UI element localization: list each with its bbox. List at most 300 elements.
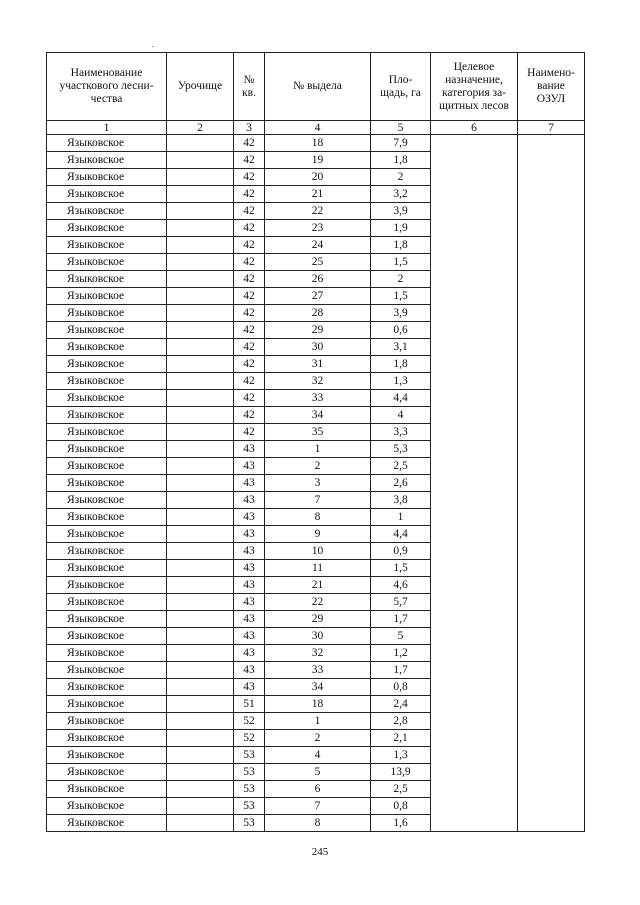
cell-purpose	[431, 237, 518, 254]
cell-tract	[167, 407, 234, 424]
cell-quarter: 43	[234, 492, 265, 509]
cell-ozul	[518, 220, 585, 237]
cell-tract	[167, 730, 234, 747]
cell-area: 4,4	[371, 526, 431, 543]
cell-plot: 31	[265, 356, 371, 373]
cell-forestry: Языковское	[47, 254, 167, 271]
cell-forestry: Языковское	[47, 407, 167, 424]
cell-plot: 24	[265, 237, 371, 254]
cell-quarter: 43	[234, 594, 265, 611]
cell-ozul	[518, 203, 585, 220]
cell-forestry: Языковское	[47, 203, 167, 220]
cell-ozul	[518, 492, 585, 509]
table-row	[47, 577, 585, 594]
cell-forestry: Языковское	[47, 781, 167, 798]
cell-ozul	[518, 679, 585, 696]
cell-quarter: 53	[234, 764, 265, 781]
cell-forestry: Языковское	[47, 271, 167, 288]
cell-ozul	[518, 271, 585, 288]
cell-plot: 7	[265, 492, 371, 509]
table-row	[47, 407, 585, 424]
table-row	[47, 730, 585, 747]
table-row	[47, 186, 585, 203]
cell-tract	[167, 696, 234, 713]
cell-purpose	[431, 662, 518, 679]
table-row	[47, 254, 585, 271]
cell-area: 2,5	[371, 781, 431, 798]
cell-purpose	[431, 169, 518, 186]
cell-area: 2	[371, 169, 431, 186]
cell-ozul	[518, 373, 585, 390]
cell-area: 1,5	[371, 254, 431, 271]
cell-tract	[167, 577, 234, 594]
table-row	[47, 662, 585, 679]
cell-ozul	[518, 662, 585, 679]
cell-purpose	[431, 679, 518, 696]
cell-plot: 34	[265, 679, 371, 696]
cell-forestry: Языковское	[47, 526, 167, 543]
cell-ozul	[518, 407, 585, 424]
cell-ozul	[518, 169, 585, 186]
cell-area: 0,8	[371, 798, 431, 815]
cell-forestry: Языковское	[47, 169, 167, 186]
cell-quarter: 42	[234, 407, 265, 424]
table-row	[47, 373, 585, 390]
cell-ozul	[518, 135, 585, 152]
cell-quarter: 42	[234, 322, 265, 339]
cell-quarter: 51	[234, 696, 265, 713]
cell-purpose	[431, 611, 518, 628]
cell-quarter: 42	[234, 220, 265, 237]
cell-plot: 8	[265, 509, 371, 526]
cell-plot: 19	[265, 152, 371, 169]
cell-forestry: Языковское	[47, 798, 167, 815]
cell-forestry: Языковское	[47, 696, 167, 713]
cell-area: 1	[371, 509, 431, 526]
cell-tract	[167, 356, 234, 373]
cell-forestry: Языковское	[47, 305, 167, 322]
cell-purpose	[431, 577, 518, 594]
cell-plot: 4	[265, 747, 371, 764]
cell-area: 5,7	[371, 594, 431, 611]
cell-area: 1,8	[371, 356, 431, 373]
cell-ozul	[518, 611, 585, 628]
cell-quarter: 42	[234, 186, 265, 203]
cell-quarter: 43	[234, 475, 265, 492]
cell-ozul	[518, 815, 585, 832]
cell-quarter: 42	[234, 305, 265, 322]
cell-quarter: 43	[234, 526, 265, 543]
cell-ozul	[518, 390, 585, 407]
scan-speck	[152, 46, 154, 47]
cell-forestry: Языковское	[47, 475, 167, 492]
cell-forestry: Языковское	[47, 543, 167, 560]
cell-forestry: Языковское	[47, 662, 167, 679]
cell-ozul	[518, 747, 585, 764]
cell-plot: 6	[265, 781, 371, 798]
cell-area: 3,9	[371, 305, 431, 322]
cell-purpose	[431, 526, 518, 543]
cell-tract	[167, 543, 234, 560]
cell-forestry: Языковское	[47, 390, 167, 407]
cell-tract	[167, 526, 234, 543]
cell-forestry: Языковское	[47, 288, 167, 305]
cell-purpose	[431, 560, 518, 577]
cell-area: 1,3	[371, 747, 431, 764]
cell-plot: 2	[265, 730, 371, 747]
cell-ozul	[518, 441, 585, 458]
cell-area: 0,9	[371, 543, 431, 560]
cell-tract	[167, 747, 234, 764]
cell-area: 5,3	[371, 441, 431, 458]
cell-quarter: 53	[234, 798, 265, 815]
cell-plot: 10	[265, 543, 371, 560]
cell-purpose	[431, 424, 518, 441]
cell-ozul	[518, 186, 585, 203]
cell-area: 1,6	[371, 815, 431, 832]
cell-quarter: 42	[234, 169, 265, 186]
forestry-table	[46, 52, 585, 832]
cell-plot: 29	[265, 322, 371, 339]
cell-purpose	[431, 594, 518, 611]
table-row	[47, 305, 585, 322]
cell-purpose	[431, 271, 518, 288]
header-plot: № выдела	[265, 53, 371, 121]
column-number: 3	[234, 121, 265, 135]
cell-quarter: 43	[234, 645, 265, 662]
cell-ozul	[518, 798, 585, 815]
cell-area: 3,2	[371, 186, 431, 203]
cell-area: 3,8	[371, 492, 431, 509]
cell-ozul	[518, 764, 585, 781]
table-row	[47, 611, 585, 628]
cell-purpose	[431, 628, 518, 645]
cell-tract	[167, 713, 234, 730]
cell-quarter: 43	[234, 560, 265, 577]
cell-tract	[167, 781, 234, 798]
cell-area: 2,1	[371, 730, 431, 747]
cell-forestry: Языковское	[47, 356, 167, 373]
cell-tract	[167, 594, 234, 611]
cell-tract	[167, 152, 234, 169]
cell-ozul	[518, 288, 585, 305]
cell-ozul	[518, 322, 585, 339]
cell-tract	[167, 373, 234, 390]
cell-forestry: Языковское	[47, 509, 167, 526]
cell-quarter: 42	[234, 135, 265, 152]
cell-plot: 1	[265, 713, 371, 730]
table-row	[47, 271, 585, 288]
header-forestry: Наименование участкового лесни- чества	[47, 53, 167, 121]
header-tract: Урочище	[167, 53, 234, 121]
cell-tract	[167, 424, 234, 441]
cell-quarter: 42	[234, 271, 265, 288]
cell-tract	[167, 254, 234, 271]
column-number: 7	[518, 121, 585, 135]
cell-tract	[167, 339, 234, 356]
column-number: 4	[265, 121, 371, 135]
cell-quarter: 53	[234, 815, 265, 832]
cell-forestry: Языковское	[47, 441, 167, 458]
table-row	[47, 424, 585, 441]
cell-plot: 30	[265, 339, 371, 356]
cell-purpose	[431, 764, 518, 781]
cell-plot: 9	[265, 526, 371, 543]
cell-area: 1,5	[371, 560, 431, 577]
cell-quarter: 42	[234, 152, 265, 169]
cell-tract	[167, 186, 234, 203]
cell-forestry: Языковское	[47, 322, 167, 339]
cell-tract	[167, 390, 234, 407]
table-row	[47, 526, 585, 543]
cell-area: 4,4	[371, 390, 431, 407]
cell-purpose	[431, 798, 518, 815]
cell-area: 1,9	[371, 220, 431, 237]
cell-area: 1,7	[371, 662, 431, 679]
cell-tract	[167, 288, 234, 305]
cell-forestry: Языковское	[47, 730, 167, 747]
cell-ozul	[518, 594, 585, 611]
cell-plot: 2	[265, 458, 371, 475]
cell-area: 3,3	[371, 424, 431, 441]
cell-purpose	[431, 220, 518, 237]
cell-area: 2	[371, 271, 431, 288]
cell-plot: 18	[265, 696, 371, 713]
cell-tract	[167, 271, 234, 288]
cell-purpose	[431, 713, 518, 730]
cell-quarter: 42	[234, 424, 265, 441]
cell-tract	[167, 135, 234, 152]
cell-plot: 34	[265, 407, 371, 424]
cell-quarter: 43	[234, 611, 265, 628]
cell-area: 5	[371, 628, 431, 645]
cell-purpose	[431, 458, 518, 475]
cell-tract	[167, 764, 234, 781]
cell-ozul	[518, 339, 585, 356]
cell-plot: 22	[265, 594, 371, 611]
cell-ozul	[518, 543, 585, 560]
cell-area: 0,8	[371, 679, 431, 696]
cell-tract	[167, 220, 234, 237]
cell-plot: 3	[265, 475, 371, 492]
cell-tract	[167, 509, 234, 526]
cell-plot: 30	[265, 628, 371, 645]
table-row	[47, 169, 585, 186]
table-row	[47, 152, 585, 169]
cell-purpose	[431, 815, 518, 832]
table-row	[47, 203, 585, 220]
cell-area: 4	[371, 407, 431, 424]
cell-plot: 35	[265, 424, 371, 441]
cell-tract	[167, 458, 234, 475]
cell-plot: 22	[265, 203, 371, 220]
cell-plot: 20	[265, 169, 371, 186]
cell-ozul	[518, 475, 585, 492]
table-row	[47, 594, 585, 611]
cell-area: 3,9	[371, 203, 431, 220]
cell-plot: 27	[265, 288, 371, 305]
cell-plot: 28	[265, 305, 371, 322]
header-ozul: Наимено- вание ОЗУЛ	[518, 53, 585, 121]
cell-purpose	[431, 322, 518, 339]
cell-ozul	[518, 356, 585, 373]
cell-quarter: 43	[234, 543, 265, 560]
table-row	[47, 220, 585, 237]
column-number: 5	[371, 121, 431, 135]
cell-area: 4,6	[371, 577, 431, 594]
table-row	[47, 764, 585, 781]
cell-purpose	[431, 696, 518, 713]
cell-tract	[167, 492, 234, 509]
cell-plot: 25	[265, 254, 371, 271]
header-purpose: Целевое назначение, категория за- щитных лесов	[431, 53, 518, 121]
cell-ozul	[518, 560, 585, 577]
cell-plot: 7	[265, 798, 371, 815]
cell-ozul	[518, 577, 585, 594]
cell-area: 1,5	[371, 288, 431, 305]
cell-plot: 29	[265, 611, 371, 628]
cell-forestry: Языковское	[47, 560, 167, 577]
cell-tract	[167, 798, 234, 815]
cell-area: 2,5	[371, 458, 431, 475]
cell-forestry: Языковское	[47, 577, 167, 594]
cell-purpose	[431, 288, 518, 305]
header-row	[47, 53, 585, 121]
cell-purpose	[431, 509, 518, 526]
cell-forestry: Языковское	[47, 747, 167, 764]
cell-purpose	[431, 305, 518, 322]
cell-plot: 1	[265, 441, 371, 458]
table-row	[47, 288, 585, 305]
cell-area: 1,3	[371, 373, 431, 390]
cell-area: 1,7	[371, 611, 431, 628]
cell-tract	[167, 645, 234, 662]
cell-area: 2,8	[371, 713, 431, 730]
cell-quarter: 43	[234, 679, 265, 696]
cell-purpose	[431, 475, 518, 492]
cell-tract	[167, 679, 234, 696]
cell-area: 7,9	[371, 135, 431, 152]
cell-quarter: 53	[234, 781, 265, 798]
cell-forestry: Языковское	[47, 764, 167, 781]
table-row	[47, 543, 585, 560]
cell-quarter: 42	[234, 237, 265, 254]
table-row	[47, 645, 585, 662]
cell-quarter: 52	[234, 713, 265, 730]
cell-tract	[167, 662, 234, 679]
cell-tract	[167, 237, 234, 254]
cell-quarter: 43	[234, 509, 265, 526]
cell-quarter: 52	[234, 730, 265, 747]
cell-area: 0,6	[371, 322, 431, 339]
cell-ozul	[518, 424, 585, 441]
cell-ozul	[518, 645, 585, 662]
cell-tract	[167, 560, 234, 577]
cell-forestry: Языковское	[47, 679, 167, 696]
cell-forestry: Языковское	[47, 373, 167, 390]
column-number: 6	[431, 121, 518, 135]
cell-ozul	[518, 713, 585, 730]
cell-forestry: Языковское	[47, 594, 167, 611]
cell-quarter: 53	[234, 747, 265, 764]
cell-forestry: Языковское	[47, 237, 167, 254]
cell-purpose	[431, 152, 518, 169]
cell-plot: 5	[265, 764, 371, 781]
cell-quarter: 42	[234, 203, 265, 220]
cell-forestry: Языковское	[47, 611, 167, 628]
header-quarter: № кв.	[234, 53, 265, 121]
cell-plot: 8	[265, 815, 371, 832]
column-number: 1	[47, 121, 167, 135]
cell-purpose	[431, 492, 518, 509]
table-row	[47, 237, 585, 254]
cell-purpose	[431, 356, 518, 373]
cell-purpose	[431, 254, 518, 271]
cell-area: 2,6	[371, 475, 431, 492]
cell-ozul	[518, 628, 585, 645]
table-row	[47, 458, 585, 475]
cell-quarter: 43	[234, 662, 265, 679]
cell-plot: 18	[265, 135, 371, 152]
cell-ozul	[518, 781, 585, 798]
cell-quarter: 43	[234, 628, 265, 645]
cell-ozul	[518, 458, 585, 475]
page-number: 245	[311, 846, 329, 858]
cell-ozul	[518, 237, 585, 254]
table-row	[47, 781, 585, 798]
cell-forestry: Языковское	[47, 458, 167, 475]
cell-plot: 32	[265, 645, 371, 662]
cell-plot: 21	[265, 186, 371, 203]
cell-tract	[167, 169, 234, 186]
table-row	[47, 815, 585, 832]
cell-ozul	[518, 305, 585, 322]
cell-purpose	[431, 373, 518, 390]
cell-forestry: Языковское	[47, 152, 167, 169]
cell-plot: 26	[265, 271, 371, 288]
cell-purpose	[431, 390, 518, 407]
cell-forestry: Языковское	[47, 713, 167, 730]
cell-purpose	[431, 186, 518, 203]
cell-ozul	[518, 730, 585, 747]
cell-ozul	[518, 509, 585, 526]
cell-forestry: Языковское	[47, 628, 167, 645]
table-row	[47, 322, 585, 339]
table-row	[47, 509, 585, 526]
cell-plot: 32	[265, 373, 371, 390]
cell-ozul	[518, 696, 585, 713]
cell-area: 2,4	[371, 696, 431, 713]
cell-purpose	[431, 135, 518, 152]
cell-area: 1,8	[371, 237, 431, 254]
cell-purpose	[431, 730, 518, 747]
column-number-row	[47, 121, 585, 135]
header-area: Пло- щадь, га	[371, 53, 431, 121]
cell-quarter: 43	[234, 441, 265, 458]
cell-purpose	[431, 645, 518, 662]
cell-forestry: Языковское	[47, 135, 167, 152]
cell-quarter: 42	[234, 356, 265, 373]
cell-tract	[167, 628, 234, 645]
cell-tract	[167, 475, 234, 492]
table-row	[47, 798, 585, 815]
cell-area: 1,8	[371, 152, 431, 169]
table-row	[47, 135, 585, 152]
table-row	[47, 492, 585, 509]
cell-purpose	[431, 781, 518, 798]
cell-quarter: 43	[234, 577, 265, 594]
cell-quarter: 42	[234, 373, 265, 390]
